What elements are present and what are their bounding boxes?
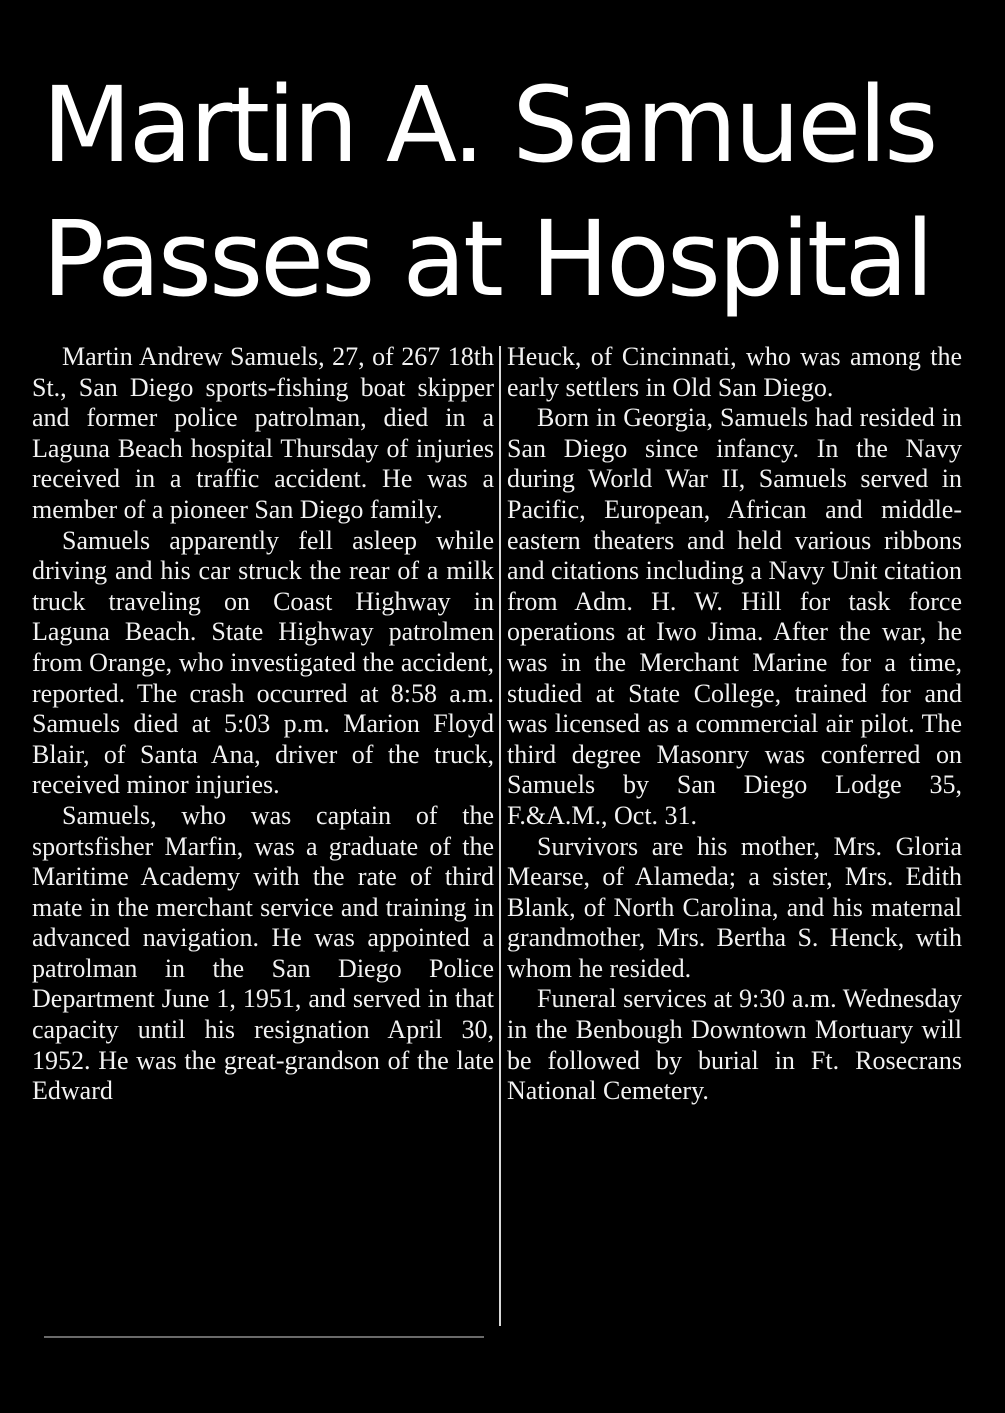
paragraph-survivors: Survivors are his mother, Mrs. Gloria Mearse, of Alameda; a sister, Mrs. Edith Blank, of North Carolina, and his maternal grandmother, Mrs. Bertha S. Henck, wtih whom he resided. <box>507 831 962 983</box>
paragraph-biography: Born in Georgia, Samuels had resided in San Diego since infancy. In the Navy during World War II, Samuels served in Pacific, European, African and middle-eastern theaters and held various ribbons and citations including a Navy Unit citation from Adm. H. W. Hill for task force operations at Iwo Jima. After the war, he was in the Merchant Marine for a time, studied at State College, trained for and was licensed as a commercial air pilot. The third degree Masonry was conferred on Samuels by San Diego Lodge 35, F.&A.M., Oct. 31. <box>507 403 962 830</box>
headline-line-2: Passes at Hospital <box>42 198 932 320</box>
paragraph-funeral: Funeral services at 9:30 a.m. Wednesday in the Benbough Downtown Mortuary will be followed by burial in Ft. Rosecrans National Cemetery. <box>507 984 962 1106</box>
column-divider <box>499 346 501 1326</box>
article-column-right <box>507 342 962 1107</box>
paragraph-lead: Martin Andrew Samuels, 27, of 267 18th St., San Diego sports-fishing boat skipper and former police patrolman, died in a Laguna Beach hospital Thursday of injuries received in a traffic accident. He was a member of a pioneer San Diego family. <box>32 342 494 524</box>
paragraph-accident: Samuels apparently fell asleep while driving and his car struck the rear of a milk truck traveling on Coast Highway in Laguna Beach. State Highway patrolmen from Orange, who investigated the accident, reported. The crash occurred at 8:58 a.m. Samuels died at 5:03 p.m. Marion Floyd Blair, of Santa Ana, driver of the truck, received minor injuries. <box>32 525 494 800</box>
bottom-rule <box>44 1336 484 1338</box>
article-column-left <box>32 342 494 1107</box>
headline <box>42 58 982 326</box>
headline-line-1: Martin A. Samuels <box>42 64 936 186</box>
paragraph-career: Samuels, who was captain of the sportsfisher Marfin, was a graduate of the Maritime Academy with the rate of third mate in the merchant service and training in advanced navigation. He was appointed a patrolman in the San Diego Police Department June 1, 1951, and served in that capacity until his resignation April 30, 1952. He was the great-grandson of the late Edward <box>32 800 494 1106</box>
paragraph-ancestry-continued: Heuck, of Cincinnati, who was among the early settlers in Old San Diego. <box>507 342 962 402</box>
